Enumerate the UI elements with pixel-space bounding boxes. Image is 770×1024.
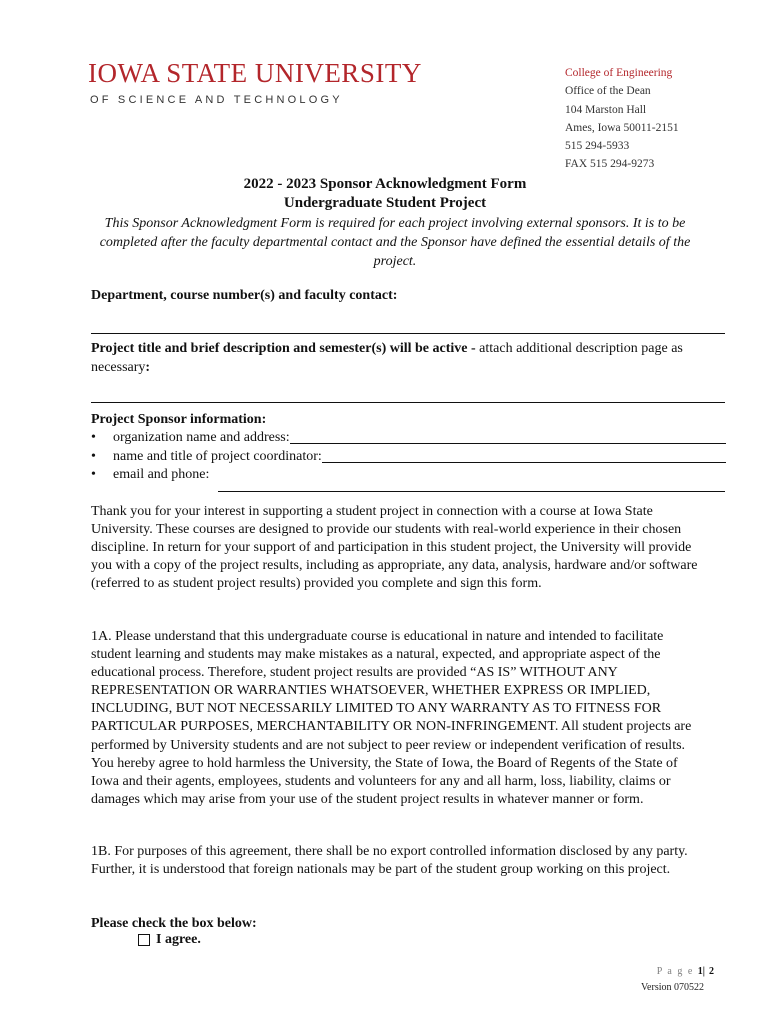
- check-box-instruction: Please check the box below:: [91, 916, 257, 931]
- page-number: [620, 966, 714, 977]
- clause-1a: 1A. Please understand that this undergraduate course is educational in nature and intended to facilitate student learning and students may make mistakes as a natural, expected, and appropriate aspect of the educational process. Therefore, student project results are provided “AS IS” WITHOUT ANY REPRESENTATION OR WARRANTIES WHATSOEVER, WHETHER EXPRESS OR IMPLIED, INCLUDING, BUT NOT NECESSARILY LIMITED TO ANY WARRANTY AS TO FITNESS FOR PARTICULAR PURPOSES, MERCHANTABILITY OR NON-INFRINGEMENT. All student projects are performed by University students and are not subject to peer review or independent verification of results. You hereby agree to hold harmless the University, the State of Iowa, the Board of Regents of the State of Iowa and their agents, employees, students and volunteers for any and all harm, loss, liability, claims or damages which may arise from your use of the student project results in whatever manner or form.: [91, 629, 692, 807]
- address-city: Ames, Iowa 50011-2151: [565, 121, 679, 134]
- department-label: Department, course number(s) and faculty contact:: [91, 288, 398, 303]
- project-label-colon: :: [145, 360, 151, 375]
- version-label: Version 070522: [640, 982, 704, 993]
- page-separator: |: [702, 966, 705, 977]
- form-title-line2: Undergraduate Student Project: [283, 195, 487, 211]
- agree-row: [138, 932, 201, 948]
- page-total: 2: [709, 966, 714, 977]
- form-title-line1: 2022 - 2023 Sponsor Acknowledgment Form: [243, 176, 527, 192]
- form-intro: This Sponsor Acknowledgment Form is required for each project involving external sponsors. It is to be completed after the faculty departmental contact and the Sponsor have defined the essential details of the project.: [99, 216, 691, 269]
- email-phone-input-line[interactable]: [218, 491, 725, 492]
- coordinator-input-line[interactable]: [322, 448, 726, 463]
- address-phone: 515 294-5933: [565, 140, 630, 153]
- university-logo-subtitle: OF SCIENCE AND TECHNOLOGY: [90, 94, 343, 106]
- bullet-icon: •: [91, 467, 96, 482]
- project-description-label: [91, 339, 731, 377]
- bullet-icon: •: [91, 430, 96, 445]
- bullet-icon: •: [91, 449, 96, 464]
- page-prefix: P a g e: [656, 966, 694, 977]
- page-current: 1: [697, 966, 703, 977]
- thanks-paragraph: Thank you for your interest in supporting a student project in connection with a course at Iowa State University. These courses are designed to provide our students with real-world experience in their chosen discipline. In return for your support of and participation in this student project, the University will provide you with a copy of the project results, including as appropriate, any data, analysis, hardware and/or software (referred to as student project results) provided you complete and sign this form.: [91, 504, 698, 592]
- sponsor-field-contact: [91, 466, 726, 484]
- project-label-rest: attach additional description page as necessary: [91, 341, 683, 375]
- sponsor-field-label: organization name and address:: [113, 430, 290, 445]
- agree-label: I agree.: [156, 932, 201, 947]
- project-label-bold: Project title and brief description and semester(s) will be active -: [91, 341, 476, 356]
- agree-checkbox[interactable]: [138, 934, 150, 946]
- address-office: Office of the Dean: [565, 85, 651, 98]
- sponsor-field-label: email and phone:: [113, 467, 210, 482]
- address-fax: FAX 515 294-9273: [565, 158, 655, 171]
- address-street: 104 Marston Hall: [565, 103, 647, 116]
- department-input-line[interactable]: [91, 333, 725, 334]
- address-college: College of Engineering: [565, 67, 673, 79]
- sponsor-field-organization: [91, 429, 726, 447]
- university-logo-name: IOWA STATE UNIVERSITY: [88, 58, 422, 88]
- sponsor-field-coordinator: [91, 448, 726, 466]
- organization-input-line[interactable]: [290, 429, 726, 444]
- form-title: [0, 175, 770, 213]
- sponsor-field-label: name and title of project coordinator:: [113, 449, 322, 464]
- sponsor-info-label: Project Sponsor information:: [91, 412, 267, 427]
- project-description-input-line[interactable]: [91, 402, 725, 403]
- clause-1b: 1B. For purposes of this agreement, there shall be no export controlled information disclosed by any party. Further, it is understood that foreign nationals may be part of the student group working on this project.: [91, 844, 688, 878]
- dean-office-address: [565, 64, 679, 174]
